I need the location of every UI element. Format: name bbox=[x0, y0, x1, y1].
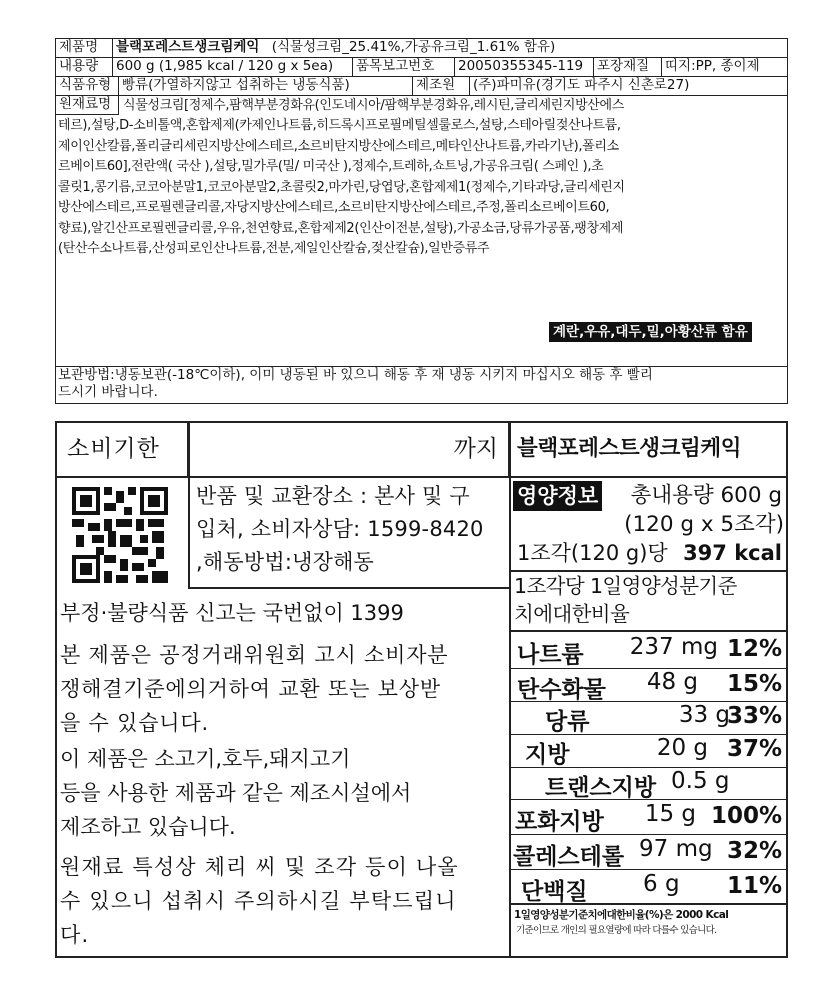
nutrient-label: 당류 bbox=[545, 709, 590, 735]
qr-code bbox=[72, 487, 168, 583]
nutrient-value: 48 g bbox=[646, 669, 698, 695]
nutrient-value: 33 g bbox=[678, 702, 730, 728]
nutrient-label: 나트륨 bbox=[517, 642, 584, 668]
content-value: 600 g (1,985 kcal / 120 g x 5ea) bbox=[112, 57, 353, 77]
dv-header-line: 치에대한비율 bbox=[514, 602, 630, 626]
product-name-note: (식물성크림_25.41%,가공유크림_1.61% 함유) bbox=[271, 39, 556, 55]
footnote-line: 기준이므로 개인의 필요열량에 따라 다를수 있습니다. bbox=[516, 925, 717, 936]
product-name: 블랙포레스트생크림케익 bbox=[116, 39, 260, 55]
ingredient-line: 콜릿1,콩기름,코코아분말1,코코아분말2,초콜릿2,마가린,당엽당,혼합제제1(정제수,기타과당,글리세린지 bbox=[58, 179, 625, 195]
allergen-badge: 계란,우유,대두,밀,아황산류 함유 bbox=[549, 322, 752, 342]
storage-line: 드시기 바랍니다. bbox=[58, 384, 158, 400]
nutrition-per-piece: 1조각(120 g)당 bbox=[517, 541, 668, 565]
nutrient-value: 20 g bbox=[656, 735, 708, 761]
product-name-label: 제품명 bbox=[55, 38, 113, 58]
storage-text bbox=[58, 367, 786, 401]
facility-line: 등을 사용한 제품과 같은 제조시설에서 bbox=[60, 781, 412, 805]
dispute-text bbox=[60, 638, 448, 740]
nutrient-value: 15 g bbox=[644, 801, 696, 827]
caution-text bbox=[60, 850, 459, 952]
nutrition-serving: (120 g x 5조각) bbox=[624, 512, 784, 537]
ingredient-line: 테르),설탕,D-소비톨액,혼합제제(카제인나트륨,히드록시프로필메틸셀룰로스,설탕,스테아릴젖산나트륨, bbox=[58, 118, 621, 133]
food-type: 빵류(가열하지않고 섭취하는 냉동식품) bbox=[118, 76, 413, 96]
dv-header-line: 1조각당 1일영양성분기준 bbox=[514, 574, 737, 598]
nutrition-panel bbox=[509, 421, 788, 958]
nutrient-label: 콜레스테롤 bbox=[513, 844, 625, 870]
dispute-line: 을 수 있습니다. bbox=[60, 711, 209, 735]
nutrition-product-title: 블랙포레스트생크림케익 bbox=[511, 421, 788, 478]
food-type-label: 식품유형 bbox=[55, 76, 119, 96]
nutrient-row bbox=[511, 768, 788, 800]
nutrient-label: 지방 bbox=[525, 742, 570, 768]
facility-text bbox=[60, 742, 411, 844]
nutrition-total: 총내용량 600 g bbox=[630, 483, 782, 508]
nutrient-row bbox=[511, 632, 788, 669]
nutrient-pct: 100% bbox=[710, 803, 782, 829]
packaging-label: 포장재질 bbox=[593, 57, 662, 77]
nutrient-label: 트랜스지방 bbox=[545, 775, 657, 801]
ingredients-lines bbox=[58, 116, 786, 260]
dv-header bbox=[511, 570, 788, 632]
nutrient-pct: 12% bbox=[726, 636, 782, 662]
qr-code-icon bbox=[72, 487, 168, 583]
nutrient-pct: 15% bbox=[726, 671, 782, 697]
nutrient-label: 단백질 bbox=[521, 879, 588, 905]
nutrient-pct: 11% bbox=[726, 873, 782, 899]
nutrition-badge: 영양정보 bbox=[513, 481, 602, 511]
packaging: 띠지:PP, 종이제 bbox=[661, 57, 788, 77]
manufacturer-label: 제조원 bbox=[412, 76, 470, 96]
expiry-suffix: 까지 bbox=[453, 436, 498, 462]
nutrient-value: 0.5 g bbox=[671, 768, 730, 794]
caution-line: 수 있으니 섭취시 주의하시길 부탁드립니 bbox=[60, 889, 457, 913]
nutrient-row bbox=[511, 735, 788, 768]
nutrition-kcal: 397 kcal bbox=[683, 541, 782, 565]
manufacturer: (주)파미유(경기도 파주시 신촌로27) bbox=[469, 76, 788, 96]
expiry-value-cell bbox=[188, 421, 510, 478]
ingredient-line: 제이인산칼륨,폴리글리세린지방산에스테르,소르비탄지방산에스테르,메타인산나트륨,카라기난),폴리소 bbox=[58, 138, 619, 154]
expiry-label-cell bbox=[55, 421, 189, 478]
nutrient-label: 포화지방 bbox=[515, 809, 604, 835]
nutrient-value: 97 mg bbox=[639, 836, 713, 862]
caution-line: 다. bbox=[60, 923, 90, 947]
expiry-label: 소비기한 bbox=[67, 436, 160, 462]
nutrient-row bbox=[511, 669, 788, 702]
return-line: 입처, 소비자상담: 1599-8420 bbox=[196, 517, 484, 541]
nutrient-row bbox=[511, 835, 788, 870]
product-name-cell bbox=[112, 38, 788, 58]
ingredient-line: 방산에스테르,프로필렌글리콜,자당지방산에스테르,소르비탄지방산에스테르,주정,폴리소르베이트60, bbox=[58, 200, 610, 215]
facility-line: 제조하고 있습니다. bbox=[60, 815, 236, 839]
nutrient-pct: 32% bbox=[726, 838, 782, 864]
ingredients-text bbox=[121, 96, 785, 117]
dispute-line: 본 제품은 공정거래위원회 고시 소비자분 bbox=[60, 643, 449, 667]
footnote-line: 1일영양성분기준치에대한비율(%)은 2000 Kcal bbox=[514, 909, 729, 921]
return-line: ,해동방법:냉장해동 bbox=[196, 550, 375, 574]
nutrient-label: 탄수화물 bbox=[517, 677, 606, 703]
nutrient-value: 237 mg bbox=[629, 634, 718, 660]
ingredient-line: 식물성크림[정제수,팜핵부분경화유(인도네시아/팜핵부분경화유,레시틴,글리세린지방산에스 bbox=[123, 98, 624, 113]
report-no: 20050355345-119 bbox=[454, 57, 594, 77]
nutrient-pct: 33% bbox=[726, 703, 782, 729]
report-line: 부정·불량식품 신고는 국번없이 1399 bbox=[60, 601, 404, 625]
report-no-label: 품목보고번호 bbox=[352, 57, 455, 77]
nutrient-value: 6 g bbox=[643, 871, 680, 897]
ingredient-line: 향료),알긴산프로필렌글리콜,우유,천연향료,혼합제제2(인산이전분,설탕),가공소금,당류가공품,팽창제제 bbox=[58, 220, 624, 236]
nutrition-footnote bbox=[514, 907, 786, 939]
dispute-line: 쟁해결기준에의거하여 교환 또는 보상받 bbox=[60, 677, 441, 701]
return-info bbox=[196, 480, 484, 579]
ingredient-line: (탄산수소나트륨,산성피로인산나트륨,전분,제일인산칼슘,젖산칼슘),일반증류주 bbox=[58, 241, 490, 256]
ingredient-line: 르베이트60],전란액( 국산 ),설탕,밀가루(밀/ 미국산 ),정제수,트레하,쇼트닝,가공유크림( 스페인 ),초 bbox=[58, 159, 604, 174]
nutrient-row bbox=[511, 800, 788, 835]
return-line: 반품 및 교환장소 : 본사 및 구 bbox=[196, 484, 470, 508]
storage-line: 보관방법:냉동보관(-18℃이하), 이미 냉동된 바 있으니 해동 후 재 냉동 시키지 마십시오 해동 후 빨리 bbox=[58, 367, 653, 383]
ingredients-label: 원재료명 bbox=[55, 95, 119, 115]
nutrient-row bbox=[511, 870, 788, 905]
caution-line: 원재료 특성상 체리 씨 및 조각 등이 나올 bbox=[60, 855, 459, 879]
facility-line: 이 제품은 소고기,호두,돼지고기 bbox=[60, 747, 351, 771]
content-label: 내용량 bbox=[55, 57, 113, 77]
nutrient-pct: 37% bbox=[726, 736, 782, 762]
nutrient-row bbox=[511, 702, 788, 735]
